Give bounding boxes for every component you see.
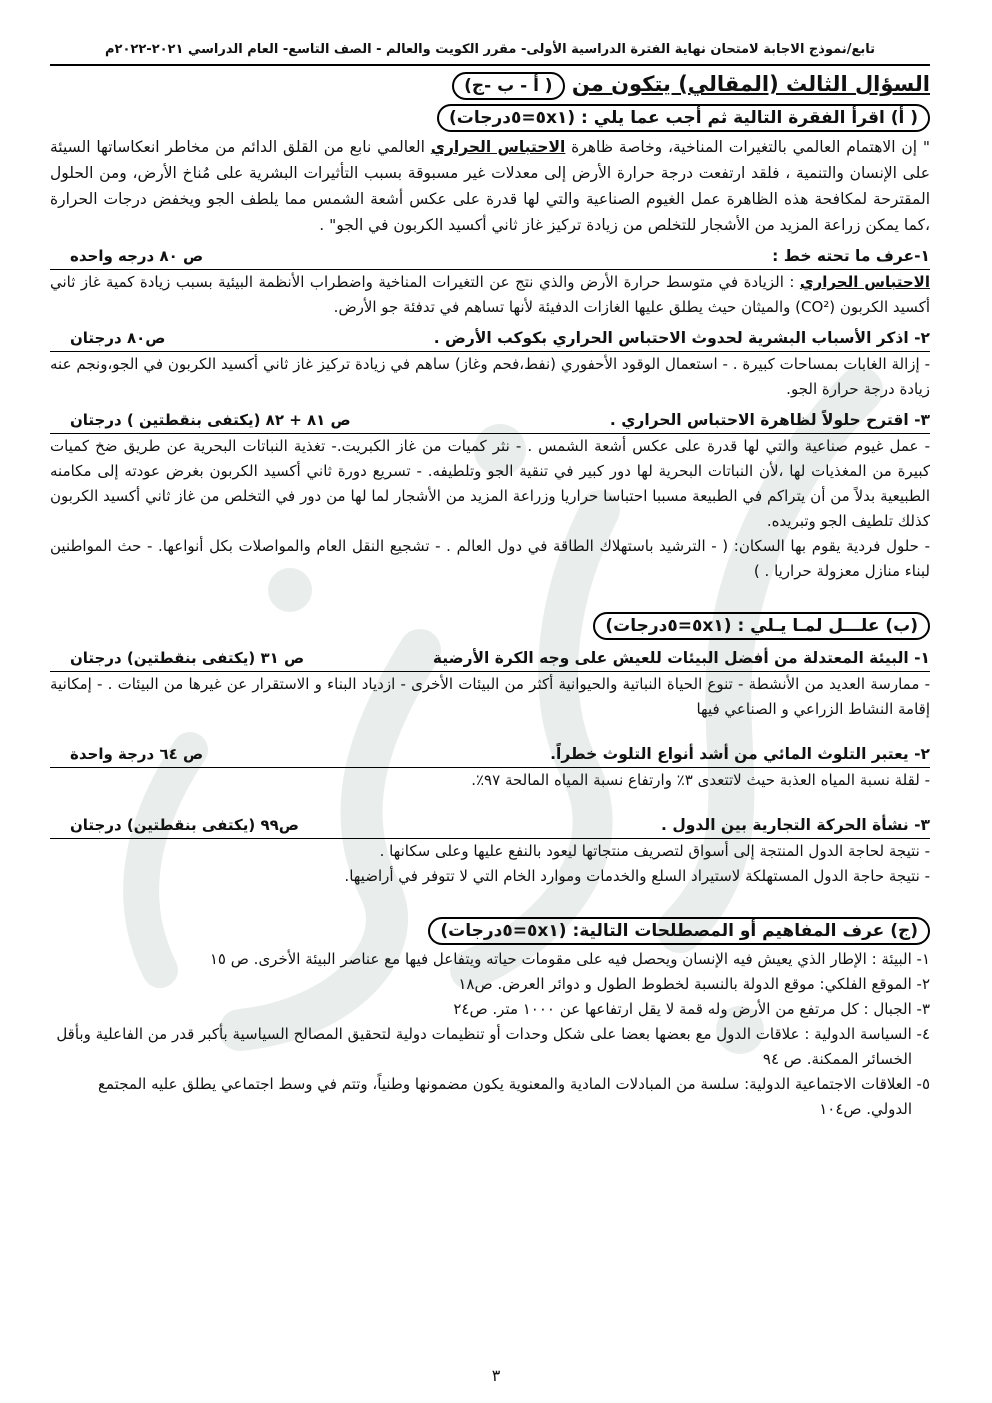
section-a-q1-heading	[50, 244, 930, 270]
section-b-q2-heading	[50, 742, 930, 768]
section-a-q2-answer: - إزالة الغابات بمساحات كبيرة . - استعمال الوقود الأحفوري (نفط،فحم وغاز) ساهم في زيادة تركيز غاز ثاني أكسيد الكربون في الجو،ونجم عنه زيادة درجة حرارة الجو.	[50, 355, 930, 398]
definition-item: ٥- العلاقات الاجتماعية الدولية: سلسة من المبادلات المادية والمعنوية يكون مضمونها وطنياً، وتتم في وسط اجتماعي يطلق عليه المجتمع الدولي. ص١٠٤	[98, 1075, 930, 1118]
section-b-q1-heading	[50, 646, 930, 672]
defined-term: الاحتباس الحراري	[799, 273, 930, 291]
question-three-parts: ( أ - ب -ج)	[452, 72, 565, 100]
definition-item: ٤- السياسة الدولية : علاقات الدول مع بعضها بعضا على شكل وحدات أو تنظيمات دولية لتحقيق المصالح السياسية بأكبر قدر من الفاعلية وبأقل الخسائر الممكنة. ص ٩٤	[56, 1025, 930, 1068]
section-a-q2-title: ٢- اذكر الأسباب البشرية لحدوث الاحتباس الحراري بكوكب الأرض .	[433, 329, 930, 347]
section-b-q1-title: ١- البيئة المعتدلة من أفضل البيئات للعيش على وجه الكرة الأرضية	[432, 649, 930, 667]
section-a-q2-reference: ص٨٠ درجتان	[70, 329, 166, 347]
section-b-q3-reference: ص٩٩ (يكتفى بنقطتين) درجتان	[70, 816, 299, 834]
section-a-q3-answer-2: - حلول فردية يقوم بها السكان: ( - الترشيد باستهلاك الطاقة في دول العالم . - تشجيع النقل العام والمواصلات بكل أنواعها. - حث المواطنين لبناء منازل معزولة حراريا . )	[50, 537, 930, 580]
section-a-q3-answer-1: - عمل غيوم صناعية والتي لها قدرة على عكس أشعة الشمس . - نثر كميات من غاز الكبريت.- تغذية النباتات البحرية عن طريق ضخ كميات كبيرة من المغذيات لها ،لأن النباتات البحرية لها دور كبير في تنقية الجو وتلطيفه. - تسريع دورة ثاني أكسيد الكربون بغرض عودته إلى مكامنه الطبيعية بدلاً من أن يتراكم في الطبيعة مسببا احتباسا حراريا وزراعة المزيد من الأشجار لما لها من دور في التخلص من غاز ثاني أكسيد الكربون كذلك تلطيف الجو وتبريده.	[50, 437, 930, 530]
section-a-q1-title: ١-عرف ما تحته خط :	[772, 247, 930, 265]
passage-part-2: العالمي نابع من القلق الدائم من مخاطر انعكاساتها السيئة على الإنسان والتنمية ، فلقد ارتفعت درجة حرارة الأرض إلى معدلات غير مسبوقة بسبب التأثيرات البشرية على مُناخ الأرض، ومن الحلول المقترحة لمكافحة هذه الظاهرة عمل الغيوم الصناعية والتي لها قدرة على عكس أشعة الشمس مما يلطف الجو ويخفض درجات الحرارة ،كما يمكن زراعة المزيد من الأشجار للتخلص من زيادة تركيز غاز ثاني أكسيد الكربون في الجو" .	[50, 138, 930, 234]
section-a-heading	[50, 104, 930, 132]
question-three-label: السؤال الثالث (المقالي) يتكون من	[571, 72, 930, 96]
section-b-q3-title: ٣- نشأة الحركة التجارية بين الدول .	[661, 816, 930, 834]
page-content	[50, 38, 930, 1122]
definition-text: : الزيادة في متوسط حرارة الأرض والذي نتج عن التغيرات المناخية واضطراب الأنظمة البيئية بسبب زيادة كمية غاز ثاني أكسيد الكربون (CO²) والميثان حيث يطلق عليها الغازات الدفيئة لأنها تساهم في تدفئة جو الأرض.	[50, 273, 930, 316]
section-a-q2-heading	[50, 326, 930, 352]
section-a-q3-reference: ص ٨١ + ٨٢ (يكتفى بنقطتين ) درجتان	[70, 411, 351, 429]
section-c-title: (ج) عرف المفاهيم أو المصطلحات التالية: (٥x١=٥درجات)	[428, 917, 930, 945]
section-b-q1-reference: ص ٣١ (يكتفى بنقطتين) درجتان	[70, 649, 305, 667]
section-b-title: (ب) علـــل لمـا يـلي : (٥x١=٥درجات)	[593, 612, 930, 640]
page-number: ٣	[491, 1366, 501, 1385]
page-header: تابع/نموذج الاجابة لامتحان نهاية الفترة الدراسية الأولى- مقرر الكويت والعالم - الصف التاسع- العام الدراسي ٢٠٢١-٢٠٢٢م	[50, 38, 930, 66]
section-a-q3-title: ٣- اقترح حلولاً لظاهرة الاحتباس الحراري .	[609, 411, 930, 429]
section-c-heading	[50, 917, 930, 945]
section-b-q3-answer-1: - نتيجة لحاجة الدول المنتجة إلى أسواق لتصريف منتجاتها ليعود بالنفع عليها وعلى سكانها .	[379, 842, 930, 860]
section-a-title: ( أ) اقرأ الفقرة التالية ثم أجب عما يلي : (٥x١=٥درجات)	[437, 104, 930, 132]
passage-key-term: الاحتباس الحراري	[430, 138, 566, 156]
section-b-q1-answer: - ممارسة العديد من الأنشطة - تنوع الحياة النباتية والحيوانية أكثر من البيئات الأخرى - ازدياد البناء و الاستقرار عن غيرها من البيئات . - إمكانية إقامة النشاط الزراعي و الصناعي فيها	[50, 675, 930, 718]
definition-item: ١- البيئة : الإطار الذي يعيش فيه الإنسان ويحصل فيه على مقومات حياته ويتفاعل فيها مع عناصر البيئة الأخرى. ص ١٥	[209, 950, 930, 968]
section-b-heading	[50, 612, 930, 640]
section-b-q2-answer: - لقلة نسبة المياه العذبة حيث لاتتعدى ٣٪ وارتفاع نسبة المياه المالحة ٩٧٪.	[471, 771, 930, 789]
section-a-q1-reference: ص ٨٠ درجه واحده	[70, 247, 204, 265]
question-three-title	[50, 72, 930, 100]
section-a-passage	[50, 134, 930, 238]
section-b-q3-heading	[50, 813, 930, 839]
definition-item: ٣- الجبال : كل مرتفع من الأرض وله قمة لا يقل ارتفاعها عن ١٠٠٠ متر. ص٢٤	[453, 1000, 930, 1018]
section-b-q2-reference: ص ٦٤ درجة واحدة	[70, 745, 204, 763]
section-a-q3-heading	[50, 408, 930, 434]
passage-part-1: " إن الاهتمام العالمي بالتغيرات المناخية، وخاصة ظاهرة	[571, 138, 930, 156]
section-a-q1-answer	[50, 270, 930, 320]
section-b-q2-title: ٢- يعتبر التلوث المائي من أشد أنواع التلوث خطراً.	[550, 745, 930, 763]
definition-item: ٢- الموقع الفلكي: موقع الدولة بالنسبة لخطوط الطول و دوائر العرض. ص١٨	[458, 975, 930, 993]
section-b-q3-answer-2: - نتيجة حاجة الدول المستهلكة لاستيراد السلع والخدمات وموارد الخام التي لا تتوفر في أراضيها.	[344, 867, 930, 885]
